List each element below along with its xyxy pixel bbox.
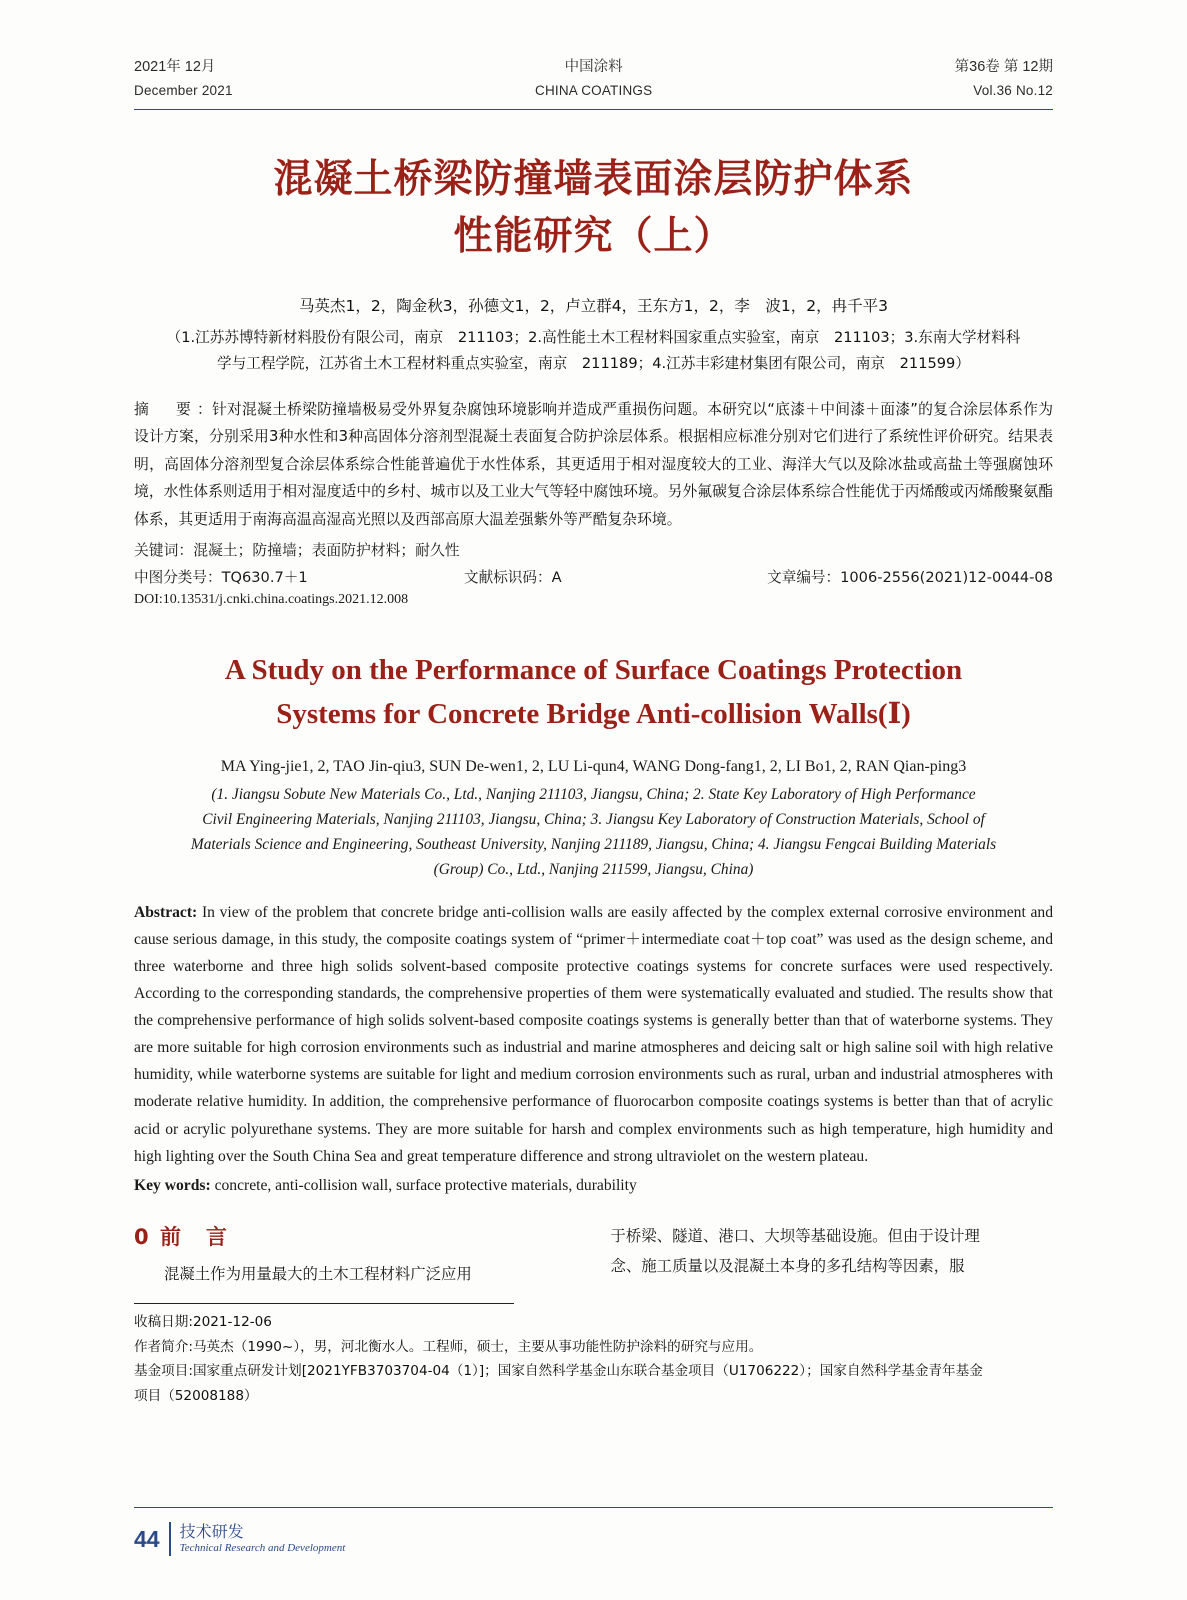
chinese-title xyxy=(134,152,1053,266)
chinese-abstract-paragraph xyxy=(134,396,1053,533)
funding-line-2: 项目（52008188） xyxy=(134,1388,258,1405)
page-number: 44 xyxy=(134,1525,160,1552)
footer-labels xyxy=(180,1523,346,1554)
footer-label-cn: 技术研发 xyxy=(179,1522,244,1542)
english-abstract xyxy=(134,899,1053,1170)
funding-line-1: 基金项目:国家重点研发计划[2021YFB3703704-04（1）]；国家自然科学基金山东联合基金项目（U1706222）；国家自然科学基金青年基金 xyxy=(134,1363,983,1380)
journal-name-cn: 中国涂料 xyxy=(564,59,623,75)
chinese-affiliation-line-1: （1.江苏苏博特新材料股份有限公司，南京 211103；2.高性能土木工程材料国家重点实验室，南京 211103；3.东南大学材料科 xyxy=(166,329,1021,347)
doi-line: DOI:10.13531/j.cnki.china.coatings.2021.12.008 xyxy=(134,591,409,607)
body-columns xyxy=(134,1221,1053,1289)
english-keywords-label: Key words: xyxy=(134,1176,211,1194)
section-heading xyxy=(134,1221,577,1251)
page-footer xyxy=(134,1522,345,1556)
issue-date-en: December 2021 xyxy=(134,82,233,98)
english-title xyxy=(134,648,1053,736)
left-column-paragraph: 混凝土作为用量最大的土木工程材料广泛应用 xyxy=(164,1264,472,1283)
english-title-line-1: A Study on the Performance of Surface Coatings Protection xyxy=(224,653,963,686)
journal-name-en: CHINA COATINGS xyxy=(535,82,653,98)
section-number: 0 xyxy=(134,1224,151,1249)
volume-issue-en: Vol.36 No.12 xyxy=(973,82,1053,98)
chinese-keywords-text: ：混凝土；防撞墙；表面防护材料；耐久性 xyxy=(178,541,460,559)
running-head-center xyxy=(535,56,652,102)
chinese-title-line-1: 混凝土桥梁防撞墙表面涂层防护体系 xyxy=(273,157,914,203)
footer-accent-bar xyxy=(169,1522,171,1556)
right-column-paragraph-line-1: 于桥梁、隧道、港口、大坝等基础设施。但由于设计理 xyxy=(610,1226,980,1245)
english-affiliations xyxy=(134,783,1053,883)
english-keywords xyxy=(134,1177,1053,1195)
footer-divider xyxy=(134,1507,1053,1508)
footnotes xyxy=(134,1310,1053,1409)
english-authors: MA Ying-jie1, 2, TAO Jin-qiu3, SUN De-wen1, 2, LU Li-qun4, WANG Dong-fang1, 2, LI Bo1, 2, RAN Qian-ping3 xyxy=(220,757,967,775)
clc-number: 中图分类号：TQ630.7＋1 xyxy=(134,568,308,586)
chinese-keywords-label: 关键词 xyxy=(134,541,179,559)
english-keywords-text: concrete, anti-collision wall, surface protective materials, durability xyxy=(214,1176,637,1194)
english-affiliation-line-4: (Group) Co., Ltd., Nanjing 211599, Jiangsu, China) xyxy=(433,860,754,878)
english-affiliation-line-2: Civil Engineering Materials, Nanjing 211103, Jiangsu, China; 3. Jiangsu Key Laboratory of Construction Materials, School of xyxy=(202,810,985,828)
english-affiliation-line-3: Materials Science and Engineering, Southeast University, Nanjing 211189, Jiangsu, China; 4. Jiangsu Fengcai Building Materials xyxy=(190,835,997,853)
chinese-affiliation-line-2: 学与工程学院，江苏省土木工程材料重点实验室，南京 211189；4.江苏丰彩建材集团有限公司，南京 211599） xyxy=(217,354,970,372)
english-abstract-label: Abstract: xyxy=(134,903,198,921)
running-head-left xyxy=(134,56,233,102)
body-column-left xyxy=(134,1221,577,1289)
chinese-abstract xyxy=(134,396,1053,533)
footer-label-en: Technical Research and Development xyxy=(179,1541,346,1554)
header-divider xyxy=(134,109,1053,110)
received-date: 收稿日期:2021-12-06 xyxy=(134,1313,272,1330)
chinese-abstract-text: ：针对混凝土桥梁防撞墙极易受外界复杂腐蚀环境影响并造成严重损伤问题。本研究以“底漆＋中间漆＋面漆”的复合涂层体系作为设计方案，分别采用3种水性和3种高固体分溶剂型混凝土表面复合防护涂层体系。根据相应标准分别对它们进行了系统性评价研究。结果表明，高固体分溶剂型复合涂层体系综合性能普遍优于水性体系，其更适用于相对湿度较大的工业、海洋大气以及除冰盐或高盐土等强腐蚀环境，水性体系则适用于相对湿度适中的乡村、城市以及工业大气等轻中腐蚀环境。另外氟碳复合涂层体系综合性能优于丙烯酸或丙烯酸聚氨酯体系，其更适用于南海高温高湿高光照以及西部高原大温差强紫外等严酷复杂环境。 xyxy=(134,401,1053,528)
english-abstract-text: In view of the problem that concrete bridge anti-collision walls are easily affected by the complex external corrosive environment and cause serious damage, in this study, the composite coatings system of “primer＋intermediate coat＋top coat” was used as the design scheme, and three waterborne and three high solids solvent-based composite protective coatings systems for concrete surfaces were used respectively. According to the corresponding standards, the comprehensive properties of them were systematically evaluated and studied. The results show that the comprehensive performance of high solids solvent-based composite coatings systems is generally better than that of waterborne systems. They are more suitable for high corrosion environments such as industrial and marine atmospheres and deicing salt or high saline soil with high relative humidity, while waterborne systems are suitable for light and medium corrosion environments such as rural, urban and industrial atmospheres with moderate relative humidity. In addition, the comprehensive performance of fluorocarbon composite coatings systems is better than that of acrylic acid or acrylic polyurethane systems. They are more suitable for harsh and complex environments such as high temperature, high humidity and high lighting over the South China Sea and great temperature difference and strong ultraviolet on the western plateau. xyxy=(134,903,1053,1165)
section-title-text: 前 言 xyxy=(159,1224,229,1249)
footnote-divider xyxy=(134,1303,514,1304)
chinese-authors: 马英杰1，2，陶金秋3，孙德文1，2，卢立群4，王东方1，2，李 波1，2，冉千平3 xyxy=(299,297,888,316)
author-bio: 作者简介:马英杰（1990~），男，河北衡水人。工程师，硕士，主要从事功能性防护涂料的研究与应用。 xyxy=(134,1338,763,1355)
english-title-line-2: Systems for Concrete Bridge Anti-collision Walls(Ⅰ) xyxy=(276,697,911,730)
running-head xyxy=(134,0,1053,102)
chinese-abstract-label: 摘 要 xyxy=(134,401,198,419)
chinese-keywords xyxy=(134,539,1053,560)
english-affiliation-line-1: (1. Jiangsu Sobute New Materials Co., Ltd., Nanjing 211103, Jiangsu, China; 2. State Key Laboratory of High Performance xyxy=(211,785,976,803)
article-id: 文章编号：1006-2556(2021)12-0044-08 xyxy=(767,568,1053,586)
document-code: 文献标识码：A xyxy=(464,568,562,586)
body-column-right xyxy=(611,1221,1054,1289)
running-head-right xyxy=(955,56,1053,102)
issue-date-cn: 2021年 12月 xyxy=(134,59,216,75)
volume-issue-cn: 第36卷 第 12期 xyxy=(954,59,1053,75)
chinese-title-line-2: 性能研究（上） xyxy=(453,214,734,260)
right-column-paragraph-line-2: 念、施工质量以及混凝土本身的多孔结构等因素，服 xyxy=(610,1256,965,1275)
chinese-affiliations xyxy=(134,325,1053,376)
chinese-metadata-row xyxy=(134,564,1053,592)
